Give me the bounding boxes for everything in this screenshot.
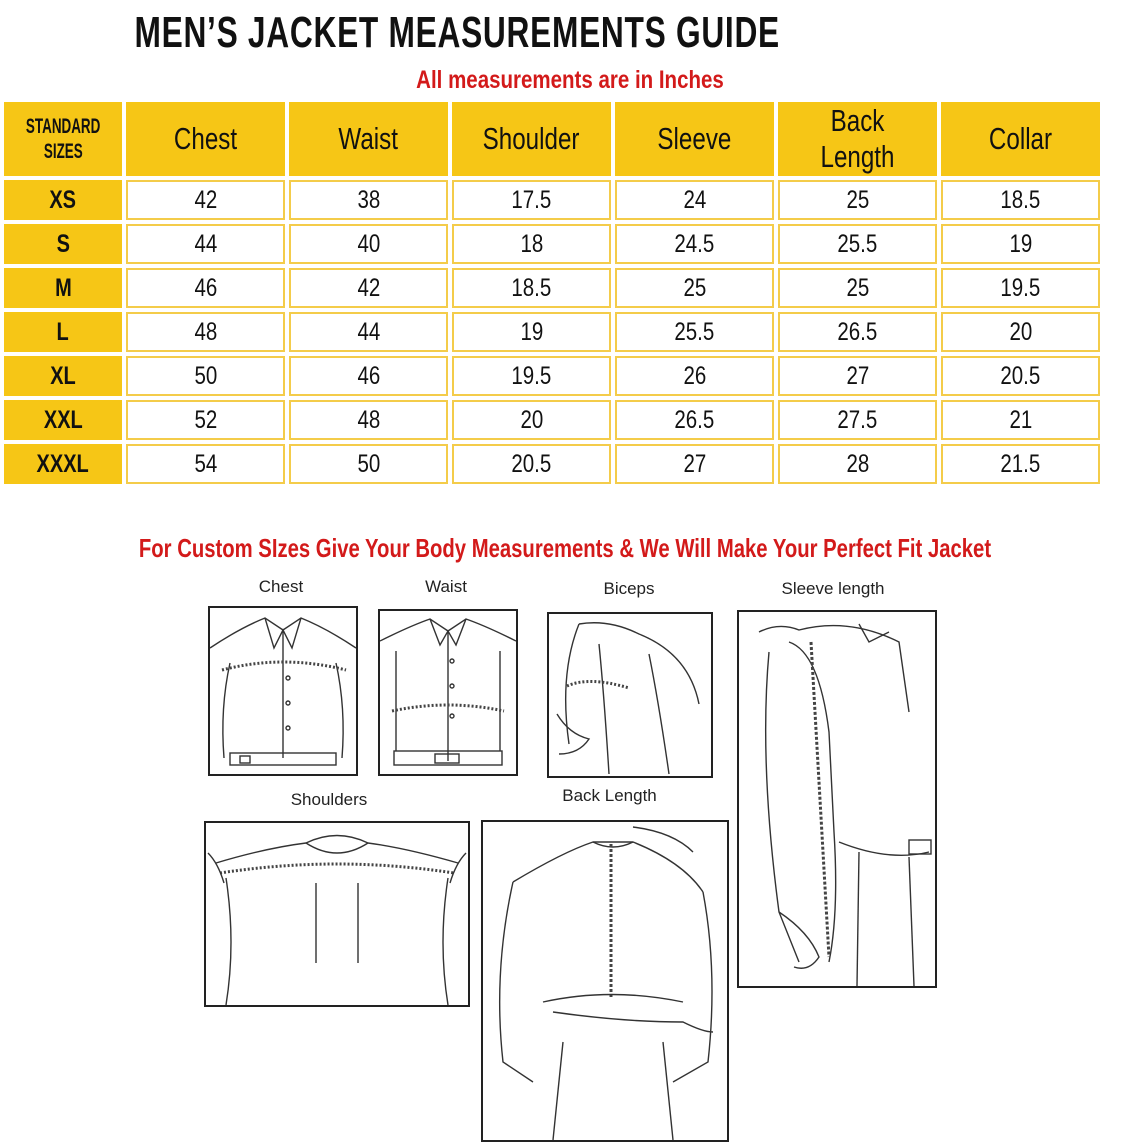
back-length-value: 28 (778, 444, 937, 484)
biceps-illustration (547, 612, 713, 778)
chest-value: 52 (126, 400, 285, 440)
standard-sizes-header: STANDARD SIZES (4, 102, 122, 176)
sleeve-value: 24 (615, 180, 774, 220)
collar-value: 20.5 (941, 356, 1100, 396)
sleeve-value: 27 (615, 444, 774, 484)
back-length-value: 26.5 (778, 312, 937, 352)
sleeve-length-label: Sleeve length (781, 579, 885, 598)
chest-value: 50 (126, 356, 285, 396)
size-chart-table (0, 98, 1104, 488)
size-label: L (4, 312, 122, 352)
shoulders-label: Shoulders (290, 790, 368, 809)
waist-value: 38 (289, 180, 448, 220)
shoulders-illustration (204, 821, 470, 1007)
column-header-back-length: Back Length (778, 102, 937, 176)
biceps-label: Biceps (603, 579, 655, 598)
collar-value: 19 (941, 224, 1100, 264)
table-header-row (4, 102, 1100, 176)
waist-value: 44 (289, 312, 448, 352)
shoulder-value: 18.5 (452, 268, 611, 308)
table-row (4, 180, 1100, 220)
column-header-waist: Waist (289, 102, 448, 176)
waist-label: Waist (425, 577, 467, 596)
waist-illustration (378, 609, 518, 776)
chest-value: 44 (126, 224, 285, 264)
sleeve-value: 25 (615, 268, 774, 308)
shoulder-value: 20 (452, 400, 611, 440)
units-note: All measurements are in Inches (416, 66, 724, 94)
back-length-label: Back Length (562, 786, 657, 805)
chest-value: 54 (126, 444, 285, 484)
sleeve-length-illustration (737, 610, 937, 988)
chest-label: Chest (258, 577, 304, 596)
collar-value: 21 (941, 400, 1100, 440)
table-row (4, 312, 1100, 352)
sleeve-value: 25.5 (615, 312, 774, 352)
back-length-value: 25 (778, 268, 937, 308)
waist-value: 40 (289, 224, 448, 264)
collar-value: 21.5 (941, 444, 1100, 484)
chest-value: 42 (126, 180, 285, 220)
table-row (4, 224, 1100, 264)
sleeve-value: 26 (615, 356, 774, 396)
sleeve-value: 26.5 (615, 400, 774, 440)
page-title: MEN’S JACKET MEASUREMENTS GUIDE (134, 8, 780, 57)
size-label: M (4, 268, 122, 308)
back-length-value: 27 (778, 356, 937, 396)
back-length-value: 27.5 (778, 400, 937, 440)
shoulder-value: 17.5 (452, 180, 611, 220)
table-row (4, 400, 1100, 440)
size-label: S (4, 224, 122, 264)
collar-value: 19.5 (941, 268, 1100, 308)
collar-value: 20 (941, 312, 1100, 352)
size-label: XS (4, 180, 122, 220)
shoulder-value: 18 (452, 224, 611, 264)
custom-size-note: For Custom SIzes Give Your Body Measurements & We Will Make Your Perfect Fit Jacket (138, 533, 992, 563)
size-label: XXL (4, 400, 122, 440)
back-length-value: 25.5 (778, 224, 937, 264)
shoulder-value: 19.5 (452, 356, 611, 396)
sleeve-value: 24.5 (615, 224, 774, 264)
column-header-collar: Collar (941, 102, 1100, 176)
shoulder-value: 20.5 (452, 444, 611, 484)
back-length-value: 25 (778, 180, 937, 220)
waist-value: 46 (289, 356, 448, 396)
waist-value: 48 (289, 400, 448, 440)
column-header-chest: Chest (126, 102, 285, 176)
column-header-sleeve: Sleeve (615, 102, 774, 176)
waist-value: 42 (289, 268, 448, 308)
table-row (4, 356, 1100, 396)
chest-value: 48 (126, 312, 285, 352)
column-header-shoulder: Shoulder (452, 102, 611, 176)
size-label: XL (4, 356, 122, 396)
waist-value: 50 (289, 444, 448, 484)
table-row (4, 268, 1100, 308)
back-length-illustration (481, 820, 729, 1142)
collar-value: 18.5 (941, 180, 1100, 220)
table-row (4, 444, 1100, 484)
chest-illustration (208, 606, 358, 776)
size-label: XXXL (4, 444, 122, 484)
shoulder-value: 19 (452, 312, 611, 352)
chest-value: 46 (126, 268, 285, 308)
